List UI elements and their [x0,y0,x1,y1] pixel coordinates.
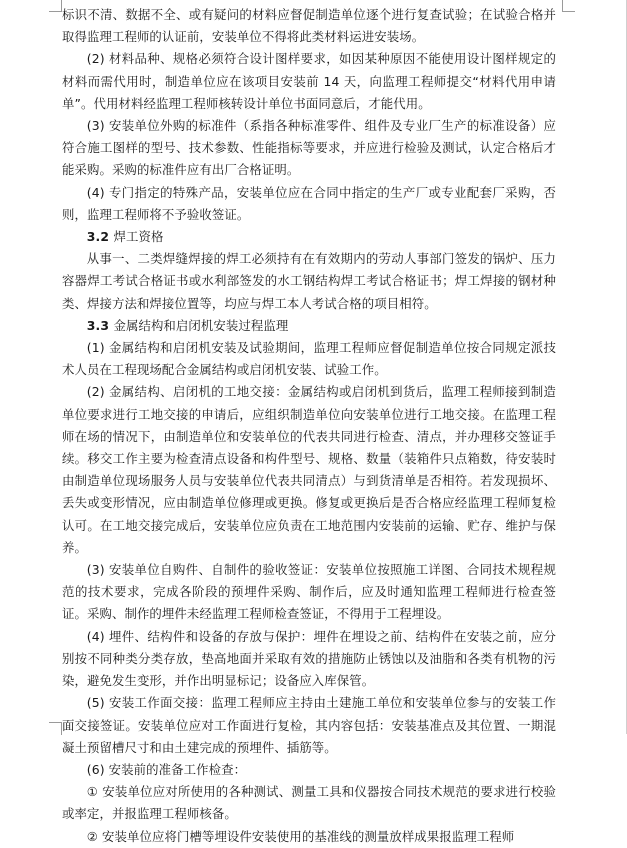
paragraph: ② 安装单位应将门槽等埋设件安装使用的基准线的测量放样成果报监理工程师 [86,828,515,844]
paragraph: (2) 材料品种、规格必须符合设计图样要求，如因某种原因不能使用设计图样规定的材料而需代用时，制造单位应在该项目安装前 14 天，向监理工程师提交“材料代用申请单”。代用材料经监理工程师核转设计单位书面同意后，才能代用。 [62,51,556,111]
paragraph: (2) 金属结构、启闭机的工地交接：金属结构或启闭机到货后，监理工程师接到制造单位要求进行工地交接的申请后，应组织制造单位向安装单位进行工地交接。在监理工程师在场的情况下，由制造单位和安装单位的代表共同进行检查、清点，并办理移交签证手续。移交工作主要为检查清点设备和构件型号、规格、数量（装箱件只点箱数，待安装时由制造单位现场服务人员与安装单位代表共同清点）与到货清单是否相符。若发现损坏、丢失或变形情况，应由制造单位修理或更换。修复或更换后是否合格应经监理工程师复检认可。在工地交接完成后，安装单位应负责在工地范围内安装前的运输、贮存、维护与保养。 [62,384,556,555]
document-body [62,4,556,848]
paragraph: (3) 安装单位自购件、自制件的验收签证：安装单位按照施工详图、合同技术规程规范的技术要求，完成各阶段的预埋件采购、制作后，应及时通知监理工程师进行检查签证。采购、制作的埋件未经监理工程师检查签证，不得用于工程埋设。 [62,562,556,622]
paragraph: (4) 专门指定的特殊产品，安装单位应在合同中指定的生产厂或专业配套厂采购，否则，监理工程师将不予验收签证。 [62,184,556,222]
paragraph: (4) 埋件、结构件和设备的存放与保护：埋件在埋设之前、结构件在安装之前，应分别按不同种类分类存放，垫高地面并采取有效的措施防止锈蚀以及油脂和各类有机物的污染，避免发生变形，并作出明显标记；设备应入库保管。 [62,628,556,689]
section-heading [62,315,556,337]
crop-mark-top-left [49,0,62,12]
paragraph: (6) 安装前的准备工作检查： [86,761,247,777]
section-number: 3.2 [86,229,110,245]
paragraph: (5) 安装工作面交接：监理工程师应主持由土建施工单位和安装单位参与的安装工作面交接签证。安装单位应对工作面进行复检，其内容包括：安装基准点及其位置、一期混凝土预留槽尺寸和由土建完成的预埋件、插筋等。 [62,695,556,755]
paragraph: (1) 金属结构和启闭机安装及试验期间，监理工程师应督促制造单位按合同规定派技术人员在工程现场配合金属结构或启闭机安装、试验工作。 [62,340,556,378]
crop-mark-bottom-left [49,722,62,735]
paragraph: 标识不清、数据不全、或有疑问的材料应督促制造单位逐个进行复查试验；在试验合格并取得监理工程师的认证前，安装单位不得将此类材料运进安装场。 [62,7,556,45]
paragraph: ① 安装单位应对所使用的各种测试、测量工具和仪器按合同技术规范的要求进行校验或率定，并报监理工程师核备。 [62,784,556,822]
section-title: 金属结构和启闭机安装过程监理 [113,317,289,333]
section-title: 焊工资格 [113,229,164,245]
paragraph: 从事一、二类焊缝焊接的焊工必须持有在有效期内的劳动人事部门签发的锅炉、压力容器焊工考试合格证书或水利部签发的水工钢结构焊工考试合格证书；焊工焊接的钢材种类、焊接方法和焊接位置等，均应与焊工本人考试合格的项目相符。 [62,251,556,311]
section-number: 3.3 [86,317,110,333]
paragraph: (3) 安装单位外购的标准件（系指各种标准零件、组件及专业厂生产的标准设备）应符合施工图样的型号、技术参数、性能指标等要求，并应进行检验及测试，认定合格后才能采购。采购的标准件应有出厂合格证明。 [62,118,556,178]
crop-mark-top-right [562,0,575,12]
section-heading [62,226,556,248]
